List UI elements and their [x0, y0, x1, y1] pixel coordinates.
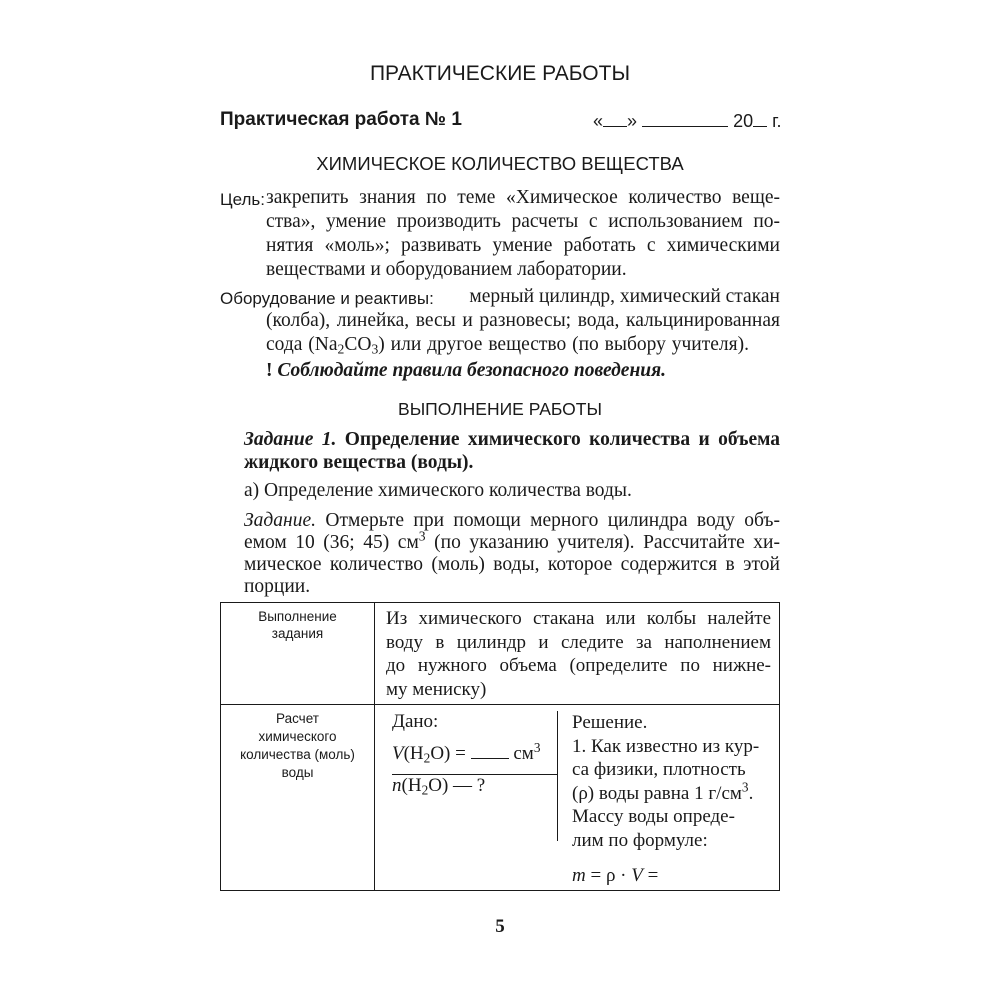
volume-symbol: V — [392, 743, 404, 765]
content-cell-calculation — [375, 705, 780, 891]
label-calc-1: Расчет — [276, 711, 319, 726]
table-row-execution — [221, 603, 780, 705]
label-execution-2: задания — [271, 626, 324, 641]
cm3-sup: 3 — [418, 528, 426, 544]
task-line-1 — [244, 510, 780, 532]
goal-line-3: нятия «моль»; развивать умение работать с химическими — [266, 235, 780, 256]
volume-open: (H — [403, 743, 424, 765]
goal-label: Цель: — [220, 190, 265, 209]
solution-line-3-sup: 3 — [741, 779, 749, 795]
equipment-line-2: (колба), линейка, весы и разновесы; вода, кальцинированная — [266, 310, 780, 331]
task-label: Задание. — [244, 510, 316, 531]
exclamation-icon: ! — [266, 360, 273, 381]
table-row-calculation — [221, 705, 780, 891]
safety-note — [266, 360, 666, 382]
task-line-2 — [244, 528, 780, 554]
task-line-1-text: Отмерьте при помощи мерного цилиндра воду объ- — [325, 510, 781, 531]
goal-line-4: веществами и оборудованием лаборатории. — [266, 259, 627, 280]
task1-title-1: Определение химического количества и объема — [344, 429, 781, 450]
volume-blank — [471, 741, 509, 759]
task1-heading — [244, 429, 780, 451]
execution-line-3: до нужного объема (определите по нижне- — [386, 655, 771, 676]
execution-title: ВЫПОЛНЕНИЕ РАБОТЫ — [398, 399, 602, 419]
execution-line-2: воду в цилиндр и следите за наполнением — [386, 631, 771, 653]
year-suffix: г. — [772, 111, 782, 132]
soda-text: сода (Na — [266, 334, 338, 355]
solution-line-4: Массу воды опреде- — [572, 806, 735, 827]
amount-open: (H — [401, 775, 422, 796]
label-execution-1: Выполнение — [258, 609, 337, 624]
safety-text: Соблюдайте правила безопасного поведения. — [277, 360, 667, 381]
execution-line-1: Из химического стакана или колбы налейте — [386, 608, 771, 629]
date-field — [593, 110, 781, 132]
work-table — [220, 602, 780, 891]
date-close-quote: » — [627, 111, 638, 132]
given-solution-divider — [557, 711, 558, 841]
label-calc-2: химического — [258, 729, 337, 744]
co-subscript: 3 — [371, 341, 379, 357]
solution-title: Решение. — [572, 712, 648, 733]
solution-formula — [572, 864, 759, 888]
task-line-2a: емом 10 (36; 45) см — [244, 532, 419, 553]
task1-title-2: жидкого вещества (воды). — [244, 452, 474, 473]
task-line-2b: (по указанию учителя). Рассчитайте хи- — [434, 532, 780, 553]
label-cell-calculation — [221, 705, 375, 891]
goal-line-1: закрепить знания по теме «Химическое количество веще- — [266, 187, 780, 208]
equipment-label: Оборудование и реактивы: — [220, 289, 434, 308]
label-cell-execution — [221, 603, 375, 705]
volume-sub: 2 — [423, 750, 431, 766]
solution-line-3 — [572, 779, 759, 806]
equipment-line-1: мерный цилиндр, химический стакан — [469, 286, 780, 307]
volume-close: O) = — [430, 743, 466, 765]
given-title: Дано: — [392, 711, 439, 732]
solution-block — [572, 711, 759, 888]
formula-end: = — [642, 865, 659, 886]
section-title: ПРАКТИЧЕСКИЕ РАБОТЫ — [369, 62, 631, 85]
label-calc-3: количества (моль) — [240, 747, 355, 762]
execution-line-4: му мениску) — [386, 678, 487, 700]
formula-v: V — [631, 865, 643, 886]
month-blank — [642, 110, 728, 127]
task1-sub-a: а) Определение химического количества воды. — [244, 480, 632, 501]
goal-line-2: ства», умение производить расчеты с использованием по- — [266, 211, 780, 232]
co-text: CO — [344, 334, 372, 355]
given-amount — [392, 775, 540, 797]
equipment-rest: ) или другое вещество (по выбору учителя). — [378, 334, 749, 355]
amount-symbol: n — [392, 775, 402, 796]
year-prefix: 20 — [733, 111, 754, 132]
date-open-quote: « — [593, 111, 604, 132]
given-volume — [392, 741, 540, 771]
task-line-4: порции. — [244, 576, 311, 597]
solution-line-3-end: . — [748, 782, 754, 804]
label-calc-4: воды — [281, 765, 314, 780]
na-subscript: 2 — [337, 341, 345, 357]
equipment-line-3 — [266, 334, 749, 356]
given-block — [392, 711, 540, 797]
day-blank — [603, 110, 627, 127]
volume-unit-sup: 3 — [533, 739, 541, 755]
amount-close: O) — ? — [428, 775, 486, 796]
topic-title: ХИМИЧЕСКОЕ КОЛИЧЕСТВО ВЕЩЕСТВА — [316, 153, 684, 174]
content-cell-execution — [375, 603, 780, 705]
solution-line-5: лим по формуле: — [572, 829, 708, 851]
volume-unit: см — [513, 743, 534, 765]
task1-label: Задание 1. — [244, 429, 337, 450]
task-line-3: мическое количество (моль) воды, которое содержится в этой — [244, 554, 780, 575]
year-blank — [753, 110, 767, 127]
work-title: Практическая работа № 1 — [220, 109, 462, 130]
page-number: 5 — [495, 916, 505, 937]
solution-line-3-text: (ρ) воды равна 1 г/см — [572, 782, 742, 804]
solution-line-2: са физики, плотность — [572, 759, 746, 780]
amount-sub: 2 — [421, 782, 429, 798]
formula-mid: = ρ · — [585, 865, 632, 886]
formula-m: m — [572, 865, 586, 886]
solution-line-1: 1. Как известно из кур- — [572, 735, 760, 757]
